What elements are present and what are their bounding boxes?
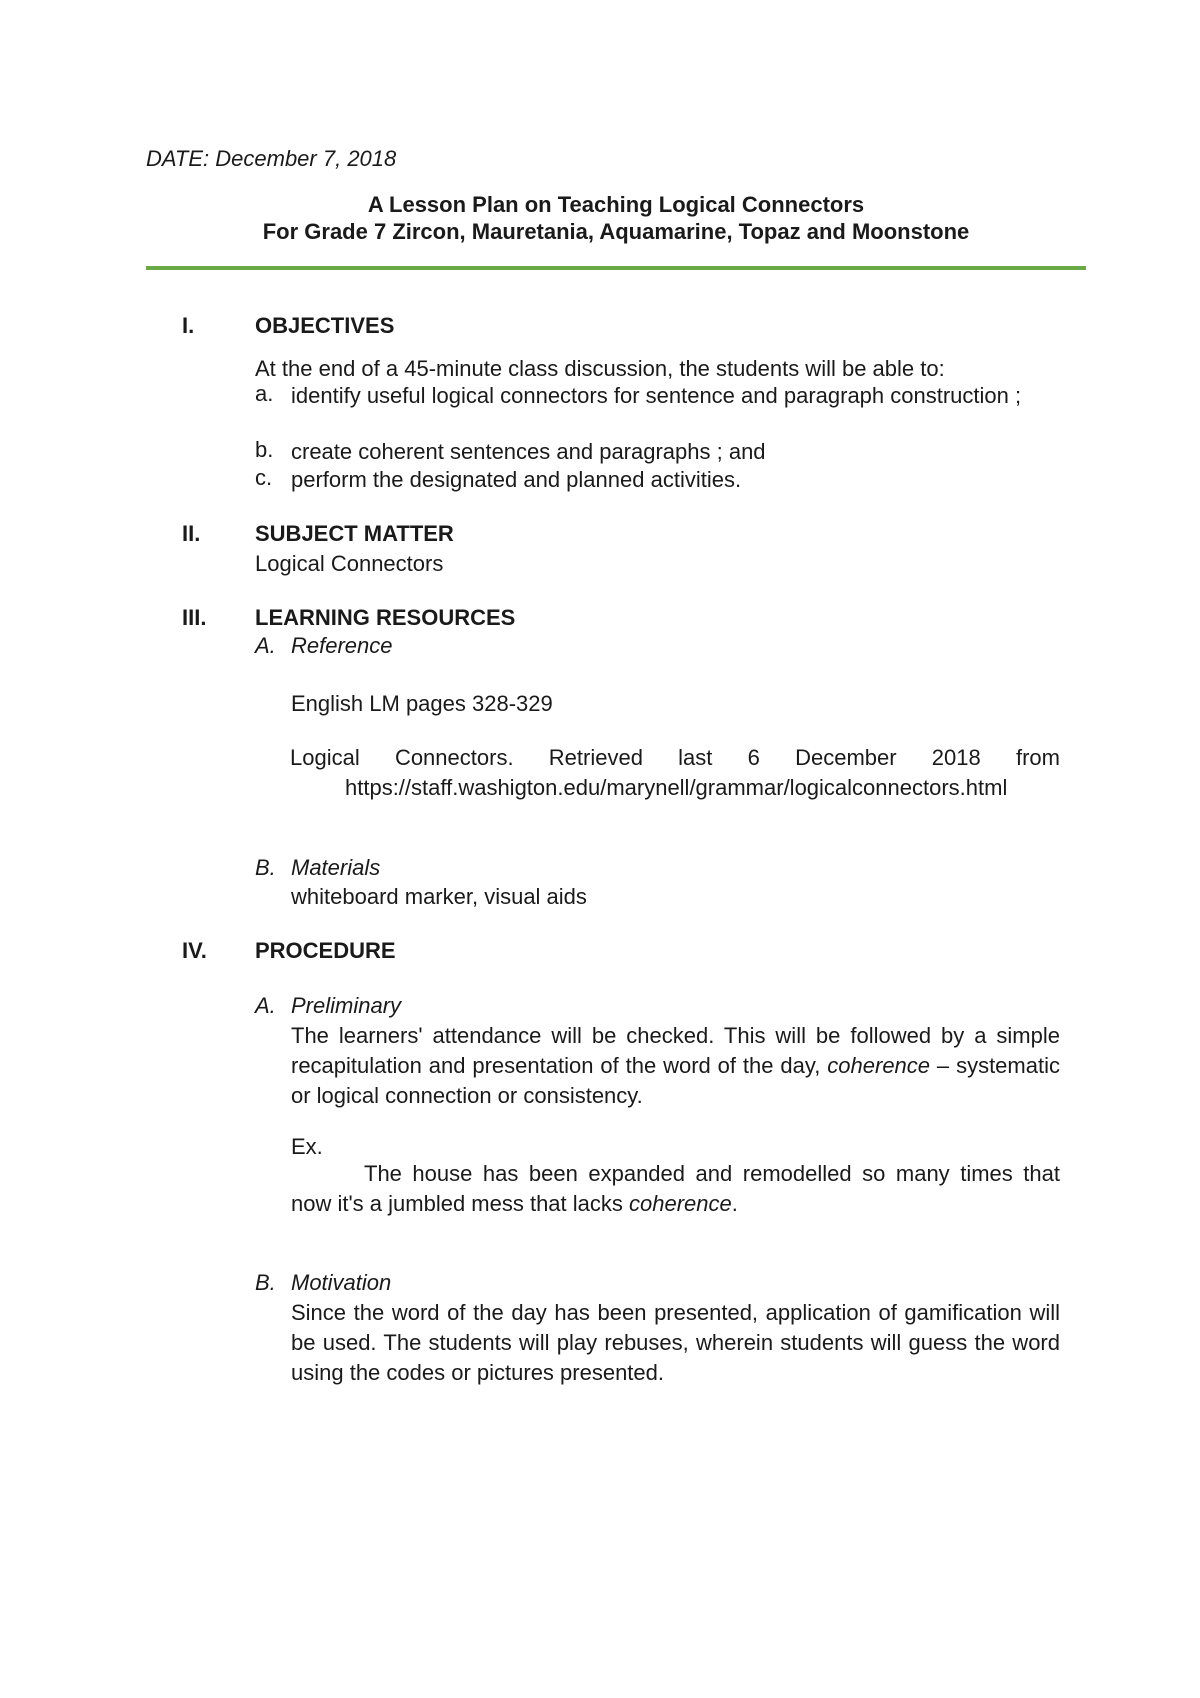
reference-label: Reference — [291, 633, 393, 658]
citation-word: Connectors. — [394, 745, 514, 770]
citation-first-line — [290, 743, 1060, 773]
citation-word: 6 — [747, 745, 760, 770]
example-emphasis-word: coherence — [629, 1191, 732, 1216]
reference-book: English LM pages 328-329 — [291, 691, 553, 716]
citation-word: from — [1015, 745, 1060, 770]
preliminary-letter: A. — [255, 993, 276, 1018]
example-text-part2: . — [731, 1191, 738, 1216]
preliminary-text — [291, 1021, 1060, 1111]
motivation-letter: B. — [255, 1270, 276, 1295]
title-divider — [146, 266, 1086, 270]
objective-letter: b. — [255, 437, 274, 462]
materials-label: Materials — [291, 855, 381, 880]
objectives-intro: At the end of a 45-minute class discussion, the students will be able to: — [255, 356, 945, 381]
example-text-part1: The house has been expanded and remodelled so many times that now it's a jumbled mess that lacks — [291, 1161, 1060, 1216]
section-number-learning-resources: III. — [182, 605, 207, 630]
section-heading-procedure: PROCEDURE — [255, 938, 396, 963]
subject-matter-text: Logical Connectors — [255, 551, 444, 576]
section-number-objectives: I. — [182, 313, 195, 338]
materials-subheading — [255, 855, 380, 881]
objective-text: create coherent sentences and paragraphs ; and — [291, 439, 766, 464]
example-label: Ex. — [291, 1134, 323, 1159]
section-heading-objectives: OBJECTIVES — [255, 313, 395, 338]
section-number-procedure: IV. — [182, 938, 207, 963]
citation-word: Retrieved — [548, 745, 643, 770]
objective-text: identify useful logical connectors for sentence and paragraph construction ; — [291, 383, 1022, 408]
motivation-label: Motivation — [291, 1270, 392, 1295]
motivation-text: Since the word of the day has been presented, application of gamification will be used. The students will play rebuses, wherein students will guess the word using the codes or pictures presented. — [291, 1300, 1060, 1385]
reference-subheading — [255, 633, 393, 659]
citation-url: https://staff.washigton.edu/marynell/grammar/logicalconnectors.html — [345, 775, 1008, 800]
objective-letter: c. — [255, 465, 273, 490]
reference-letter: A. — [255, 633, 276, 658]
citation-word: last — [678, 745, 713, 770]
title-line-2: For Grade 7 Zircon, Mauretania, Aquamarine, Topaz and Moonstone — [262, 219, 970, 244]
section-heading-subject-matter: SUBJECT MATTER — [255, 521, 454, 546]
section-heading-learning-resources: LEARNING RESOURCES — [255, 605, 516, 630]
materials-text: whiteboard marker, visual aids — [291, 884, 587, 909]
word-of-the-day: coherence — [827, 1053, 931, 1078]
materials-letter: B. — [255, 855, 276, 880]
reference-web-citation — [290, 743, 1060, 803]
preliminary-subheading — [255, 993, 401, 1019]
title-line-1: A Lesson Plan on Teaching Logical Connectors — [367, 192, 865, 217]
objective-text: perform the designated and planned activities. — [291, 467, 742, 492]
example-sentence — [291, 1159, 1060, 1219]
preliminary-label: Preliminary — [291, 993, 402, 1018]
objective-letter: a. — [255, 381, 274, 406]
citation-word: Logical — [290, 745, 360, 770]
citation-word: 2018 — [931, 745, 981, 770]
motivation-subheading — [255, 1270, 391, 1296]
lesson-date: DATE: December 7, 2018 — [146, 146, 397, 171]
preliminary-text-part2: – systematic or logical connection or consistency. — [291, 1053, 1060, 1108]
section-number-subject-matter: II. — [182, 521, 201, 546]
preliminary-text-part1: The learners' attendance will be checked. This will be followed by a simple recapitulation and presentation of the word of the day, — [291, 1023, 1060, 1078]
citation-word: December — [795, 745, 897, 770]
